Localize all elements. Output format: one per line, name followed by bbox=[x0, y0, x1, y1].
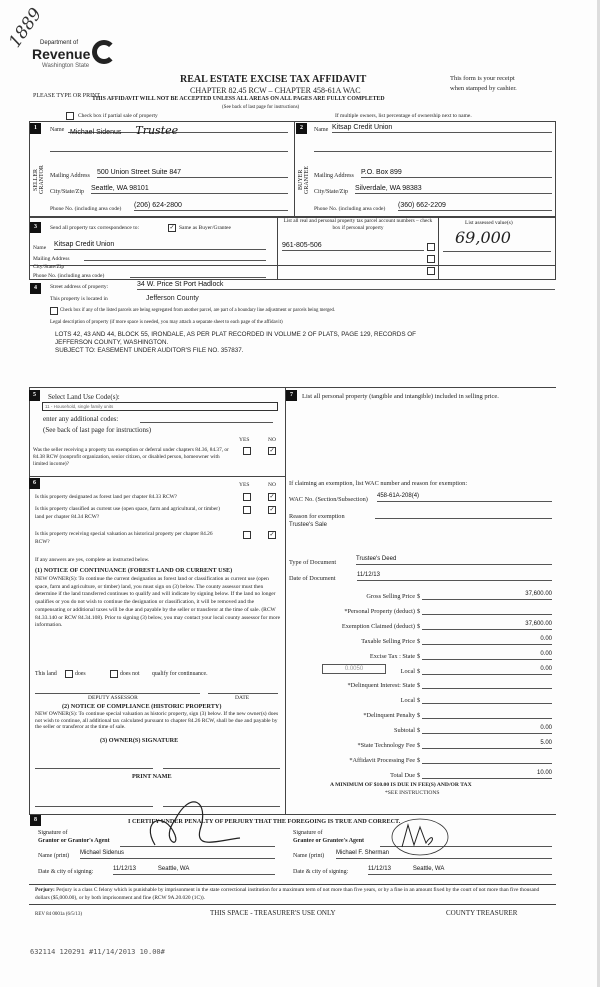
buyer-name-field[interactable] bbox=[332, 124, 552, 133]
seller-phone-label: Phone No. (including area code) bbox=[50, 206, 122, 212]
fee-label: Taxable Selling Price bbox=[361, 637, 415, 645]
land-use-select[interactable] bbox=[42, 402, 278, 411]
corr-name: Kitsap Credit Union bbox=[54, 241, 115, 248]
current-use-question: Is this property classified as current use (open space, farm and agricultural, or timber) land per chapter 84.34 RCW? bbox=[35, 506, 220, 520]
divider bbox=[285, 387, 286, 815]
grantor-name: Michael Sidenus bbox=[80, 850, 125, 856]
buyer-addr: P.O. Box 899 bbox=[361, 169, 402, 176]
section-2-badge: 2 bbox=[296, 123, 307, 134]
local-rate: 0.0050 bbox=[344, 666, 364, 672]
fee-value-field[interactable] bbox=[422, 636, 552, 645]
certify-statement: I CERTIFY UNDER PENALTY OF PERJURY THAT THE FOREGOING IS TRUE AND CORRECT. bbox=[128, 818, 401, 825]
divider bbox=[29, 904, 556, 905]
does-not-label: does not bbox=[120, 671, 140, 677]
dollar-sign: $ bbox=[417, 742, 421, 749]
see-instructions: (See back of last page for instructions) bbox=[43, 426, 152, 434]
fee-label: *State Technology Fee bbox=[357, 742, 415, 749]
logo-dept: Department of bbox=[40, 40, 79, 46]
grantor-date: 11/12/13 bbox=[113, 866, 136, 872]
warning: THIS AFFIDAVIT WILL NOT BE ACCEPTED UNLESS ALL AREAS ON ALL PAGES ARE FULLY COMPLETED bbox=[92, 96, 385, 102]
grantee-date-field[interactable] bbox=[368, 866, 552, 875]
minimum-note: A MINIMUM OF $10.00 IS DUE IN FEE(S) AND/OR TAX bbox=[330, 782, 472, 788]
fee-label: Gross Selling Price bbox=[366, 593, 415, 600]
doc-date-label: Date of Document bbox=[289, 575, 336, 582]
buyer-phone: (360) 662-2209 bbox=[398, 202, 446, 209]
notice-compliance-title: (2) NOTICE OF COMPLIANCE (HISTORIC PROPERTY) bbox=[62, 703, 222, 710]
divider bbox=[29, 387, 30, 815]
does-checkbox[interactable] bbox=[65, 670, 73, 678]
fee-value-field[interactable] bbox=[422, 755, 552, 764]
chapter-line: CHAPTER 82.45 RCW – CHAPTER 458-61A WAC bbox=[190, 86, 361, 95]
dollar-sign: $ bbox=[417, 593, 421, 600]
fee-label: Exemption Claimed (deduct) bbox=[341, 622, 415, 630]
form-title: REAL ESTATE EXCISE TAX AFFIDAVIT bbox=[180, 74, 367, 85]
notice-compliance-text: NEW OWNER(S): To continue special valuation as historic property, sign (3) below. If the new owner(s) does not wish to continue, all additional tax calculated pursuant to chapter 84.26 RCW, shall be due and payable by the seller or transferor at the time of sale. bbox=[35, 711, 279, 730]
logo-state: Washington State bbox=[42, 63, 90, 69]
owner-signature-title: (3) OWNER(S) SIGNATURE bbox=[100, 737, 179, 744]
owner-signature-line[interactable] bbox=[163, 760, 280, 769]
fee-value-field[interactable] bbox=[422, 710, 552, 719]
corr-name-label: Name bbox=[33, 245, 47, 251]
doc-date-field[interactable] bbox=[357, 572, 552, 581]
fee-value-field[interactable] bbox=[422, 725, 552, 734]
fee-label: Excise Tax : State bbox=[369, 652, 415, 660]
legal-line-2: JEFFERSON COUNTY, WASHINGTON. bbox=[55, 339, 169, 346]
corr-name-field[interactable] bbox=[54, 241, 266, 250]
doc-date: 11/12/13 bbox=[357, 572, 380, 578]
section-5-badge: 5 bbox=[29, 390, 40, 401]
receipt-note-2: when stamped by cashier. bbox=[450, 85, 517, 92]
dollar-sign: $ bbox=[417, 667, 421, 675]
see-instructions-note: *SEE INSTRUCTIONS bbox=[385, 790, 440, 796]
partial-sale-label: Check box if partial sale of property bbox=[78, 113, 158, 119]
seller-phone-field[interactable] bbox=[134, 202, 288, 211]
dollar-sign: $ bbox=[417, 727, 421, 735]
buyer-name: Kitsap Credit Union bbox=[332, 124, 393, 131]
segregated-checkbox[interactable] bbox=[50, 307, 58, 315]
land-use-label: Select Land Use Code(s): bbox=[48, 393, 120, 401]
fee-value-field[interactable] bbox=[422, 770, 552, 779]
seller-phone: (206) 624-2800 bbox=[134, 202, 182, 209]
grantor-name-label: Name (print) bbox=[38, 853, 70, 859]
seller-name-label: Name bbox=[50, 127, 65, 133]
fee-value-field[interactable] bbox=[422, 651, 552, 660]
does-not-checkbox[interactable] bbox=[110, 670, 118, 678]
dollar-sign: $ bbox=[417, 756, 421, 764]
fee-value: 0.00 bbox=[540, 635, 552, 642]
dor-logo-icon bbox=[92, 40, 116, 64]
segregated-label: Check box if any of the listed parcels are being segregated from another parcel, are part of a boundary line adjustment or parcels being merged. bbox=[60, 308, 336, 313]
fee-label: Subtotal bbox=[394, 727, 415, 735]
doc-type-field[interactable] bbox=[356, 556, 552, 565]
logo-revenue: Revenue bbox=[32, 46, 91, 62]
fee-value-field[interactable] bbox=[422, 621, 552, 630]
seller-addr: 500 Union Street Suite 847 bbox=[97, 169, 182, 176]
seller-handwritten-note: Trustee bbox=[135, 124, 179, 137]
grantee-name-label: Name (print) bbox=[293, 853, 325, 859]
seller-city: Seattle, WA 98101 bbox=[91, 185, 149, 192]
seller-name: Michael Sidenus bbox=[70, 129, 122, 136]
perjury-text: Perjury is a class C felony which is punishable by imprisonment in the state correctional institution for a maximum term of not more than five years, or by a fine in an amount fixed by the court of not more than five thousand dollars ($5,000.00), or by both imprisonment and fine (RCW 9A.20.020 (1C)). bbox=[35, 887, 540, 901]
exemption-yes-checkbox[interactable] bbox=[243, 447, 251, 455]
perjury-note bbox=[35, 887, 555, 902]
assessed-line bbox=[443, 243, 551, 252]
reason-value: Trustee's Sale bbox=[289, 522, 327, 528]
seller-city-label: City/State/Zip bbox=[50, 189, 84, 195]
historic-question: Is this property receiving special valuation as historical property per chapter 84.26 RCW? bbox=[35, 531, 213, 545]
personal-property-checkbox[interactable] bbox=[427, 243, 435, 251]
exemption-no-checkbox[interactable]: ✓ bbox=[269, 448, 275, 454]
please-type: PLEASE TYPE OR PRINT bbox=[33, 93, 101, 99]
parcel-number: 961-805-506 bbox=[282, 242, 322, 249]
buyer-city: Silverdale, WA 98383 bbox=[355, 185, 422, 192]
street-label: Street address of property: bbox=[50, 284, 109, 290]
grantor-date-label: Date & city of signing: bbox=[38, 869, 94, 875]
parcel-field[interactable] bbox=[282, 242, 424, 251]
fee-label: Local bbox=[400, 697, 415, 705]
fee-value-field[interactable] bbox=[422, 740, 552, 749]
section-8-badge: 8 bbox=[30, 815, 41, 826]
exemption-question: Was the seller receiving a property tax exemption or deferral under chapters 84.36, 84.37, or 84.38 RCW (nonprofit organization, senior citizen, or disabled person, homeowner with limited income)? bbox=[33, 447, 229, 467]
fee-value: 37,600.00 bbox=[525, 620, 552, 627]
doc-type: Trustee's Deed bbox=[356, 556, 397, 562]
deputy-date-line[interactable] bbox=[208, 685, 278, 694]
street-address: 34 W. Price St Port Hadlock bbox=[137, 281, 224, 288]
divider bbox=[29, 387, 556, 388]
fee-value: 0.00 bbox=[540, 725, 552, 732]
owner-signature-line[interactable] bbox=[35, 760, 153, 769]
fee-value-field[interactable] bbox=[422, 695, 552, 704]
grantee-name-field[interactable] bbox=[336, 850, 552, 859]
this-land-label: This land bbox=[35, 671, 57, 677]
historic-no-checkbox[interactable]: ✓ bbox=[269, 532, 275, 538]
grantee-date-label: Date & city of signing: bbox=[293, 869, 349, 875]
fee-value-field[interactable] bbox=[422, 680, 552, 689]
seller-name-field[interactable] bbox=[68, 124, 288, 137]
wac-number: 458-61A-208(4) bbox=[377, 493, 420, 499]
corr-label: Send all property tax correspondence to: bbox=[50, 225, 140, 231]
buyer-name-label: Name bbox=[314, 127, 329, 133]
divider bbox=[294, 121, 295, 217]
divider bbox=[29, 814, 556, 815]
buyer-city-field[interactable] bbox=[355, 185, 552, 194]
corr-city-label: City/State/Zip bbox=[33, 264, 65, 270]
fee-value: 37,600.00 bbox=[525, 591, 552, 597]
grantor-sig-label: Signature of bbox=[38, 830, 68, 836]
dollar-sign: $ bbox=[417, 607, 421, 615]
section-4-badge: 4 bbox=[30, 283, 41, 294]
seller-name-line-2[interactable] bbox=[50, 143, 288, 152]
current-use-yes-checkbox[interactable] bbox=[243, 506, 251, 514]
forest-yes-checkbox[interactable] bbox=[243, 493, 251, 501]
grantor-city: Seattle, WA bbox=[157, 866, 190, 872]
legal-label: Legal description of property (if more space is needed, you may attach a separate sheet to each page of the affidavit) bbox=[50, 320, 283, 325]
dollar-sign: $ bbox=[417, 637, 421, 645]
treasurer-use: THIS SPACE - TREASURER'S USE ONLY bbox=[210, 909, 336, 917]
section-6-badge: 6 bbox=[29, 478, 40, 489]
forest-no-checkbox[interactable]: ✓ bbox=[269, 494, 275, 500]
buyer-name-line-2[interactable] bbox=[314, 143, 552, 152]
deputy-signature-line[interactable] bbox=[35, 685, 200, 694]
fee-label: Total Due bbox=[390, 771, 415, 779]
grantee-agent-label: Grantee or Grantee's Agent bbox=[293, 838, 365, 844]
no-header: NO bbox=[268, 482, 276, 488]
assessed-value: 69,000 bbox=[455, 228, 511, 247]
fee-value: 0.00 bbox=[540, 650, 552, 657]
buyer-city-label: City/State/Zip bbox=[314, 189, 348, 195]
additional-codes-label: enter any additional codes: bbox=[43, 415, 119, 423]
grantor-signature-icon bbox=[120, 780, 250, 860]
parcel-header: List all real and personal property tax parcel account numbers – check box if personal property bbox=[283, 218, 433, 231]
revision: REV 84 0001a (6/5/13) bbox=[35, 912, 82, 917]
buyer-phone-label: Phone No. (including area code) bbox=[314, 206, 386, 212]
fee-value-field[interactable] bbox=[422, 591, 552, 600]
if-yes-note: If any answers are yes, complete as instructed below. bbox=[35, 557, 150, 563]
section-7-badge: 7 bbox=[286, 390, 297, 401]
additional-codes-field[interactable] bbox=[140, 414, 273, 423]
yes-header: YES bbox=[239, 437, 250, 443]
reason-label: Reason for exemption bbox=[289, 513, 345, 520]
grantee-city: Seattle, WA bbox=[412, 866, 445, 872]
seller-city-field[interactable] bbox=[91, 185, 288, 194]
reason-line[interactable] bbox=[375, 510, 552, 519]
perjury-label: Perjury: bbox=[35, 887, 55, 893]
no-header: NO bbox=[268, 437, 276, 443]
wac-label: WAC No. (Section/Subsection) bbox=[289, 496, 368, 503]
fee-label: Local bbox=[400, 667, 415, 675]
local-rate-field[interactable] bbox=[322, 664, 386, 674]
cashier-stamp: 632114 120291 #11/14/2013 10.00# bbox=[30, 948, 165, 956]
corr-phone-label: Phone No. (including area code) bbox=[33, 273, 105, 279]
personal-property-checkbox[interactable] bbox=[427, 255, 435, 263]
fee-label: *Personal Property (deduct) bbox=[344, 607, 415, 615]
notice-continuance-title: (1) NOTICE OF CONTINUANCE (FOREST LAND OR CURRENT USE) bbox=[35, 567, 233, 574]
grantor-date-field[interactable] bbox=[113, 866, 275, 875]
seller-addr-label: Mailing Address bbox=[50, 173, 90, 179]
grantee-sig-label: Signature of bbox=[293, 830, 323, 836]
county-treasurer: COUNTY TREASURER bbox=[446, 909, 518, 917]
fee-value: 5.00 bbox=[540, 740, 552, 746]
corr-addr-field[interactable] bbox=[84, 252, 266, 261]
doc-type-label: Type of Document bbox=[289, 559, 337, 566]
grantor-agent-label: Grantor or Grantor's Agent bbox=[38, 838, 110, 844]
buyer-label: BUYER GRANTEE bbox=[298, 166, 310, 194]
dollar-sign: $ bbox=[417, 712, 421, 720]
fee-value: 0.00 bbox=[540, 665, 552, 672]
street-field[interactable] bbox=[137, 281, 555, 290]
divider bbox=[29, 884, 556, 885]
section-1-badge: 1 bbox=[30, 123, 41, 134]
fee-value-field[interactable] bbox=[422, 666, 552, 675]
seller-label: SELLER GRANTOR bbox=[33, 165, 45, 195]
does-label: does bbox=[75, 671, 86, 677]
legal-line-3: SUBJECT TO: EASEMENT UNDER AUDITOR'S FILE NO. 357837. bbox=[55, 347, 244, 354]
dollar-sign: $ bbox=[417, 771, 421, 779]
seller-addr-field[interactable] bbox=[97, 169, 288, 178]
date-label: DATE bbox=[235, 695, 250, 701]
dollar-sign: $ bbox=[417, 652, 421, 660]
partial-sale-checkbox[interactable] bbox=[66, 112, 74, 120]
county: Jefferson County bbox=[146, 295, 199, 302]
notice-continuance-text: NEW OWNER(S): To continue the current designation as forest land or classification as current use (open space, farm and agriculture, or timber) land, you must sign on (3) below. The county assessor must then determine if the land transferred continues to qualify and will indicate by signing below. If the land no longer qualifies or you do not wish to continue the designation or classification, it will be removed and the compensating or additional taxes will be due and payable by the seller or transferor at the time of sale. (RCW 84.33.140 or RCW 84.34.108). Prior to signing (3) below, you may contact your local county assessor for more information. bbox=[35, 576, 281, 629]
fee-label: *Delinquent Penalty bbox=[363, 712, 415, 720]
buyer-phone-field[interactable] bbox=[398, 202, 552, 211]
deputy-assessor-label: DEPUTY ASSESSOR bbox=[88, 695, 138, 701]
grantor-name-field[interactable] bbox=[80, 850, 275, 859]
grantee-date: 11/12/13 bbox=[368, 866, 391, 872]
section-3-badge: 3 bbox=[30, 222, 41, 233]
divider bbox=[29, 476, 286, 477]
located-label: This property is located in bbox=[50, 296, 108, 302]
same-as-buyer-label: Same as Buyer/Grantee bbox=[179, 225, 231, 231]
assessed-header: List assessed value(s) bbox=[465, 220, 513, 226]
current-use-no-checkbox[interactable]: ✓ bbox=[269, 507, 275, 513]
wac-field[interactable] bbox=[377, 493, 552, 502]
fee-label: *Delinquent Interest: State bbox=[347, 682, 415, 690]
same-as-buyer-checkbox[interactable]: ✓ bbox=[169, 225, 175, 231]
legal-line-1: LOTS 42, 43 AND 44, BLOCK 55, IRONDALE, AS PER PLAT RECORDED IN VOLUME 2 OF PLATS, PAGE 129, RECORDS OF bbox=[55, 331, 417, 338]
buyer-addr-label: Mailing Address bbox=[314, 173, 354, 179]
dollar-sign: $ bbox=[417, 682, 421, 690]
historic-yes-checkbox[interactable] bbox=[243, 531, 251, 539]
land-use-code: 11 - Household, single family units bbox=[45, 404, 114, 409]
grantee-name: Michael F. Sherman bbox=[336, 850, 390, 856]
corr-phone-field[interactable] bbox=[130, 269, 266, 278]
exemption-claim-label: If claiming an exemption, list WAC number and reason for exemption: bbox=[289, 480, 468, 487]
receipt-note: This form is your receipt bbox=[450, 75, 515, 82]
fee-value: 10.00 bbox=[536, 769, 552, 776]
corr-addr-label: Mailing Address bbox=[33, 256, 70, 262]
personal-property-label: List all personal property (tangible and intangible) included in selling price. bbox=[302, 393, 499, 400]
handwritten-number: 1889 bbox=[5, 4, 47, 52]
forest-question: Is this property designated as forest land per chapter 84.33 RCW? bbox=[35, 494, 178, 500]
multiple-owners-note: If multiple owners, list percentage of ownership next to name. bbox=[335, 113, 472, 119]
qualify-label: qualify for continuance. bbox=[152, 671, 208, 677]
fee-label: *Affidavit Processing Fee bbox=[349, 756, 415, 764]
dollar-sign: $ bbox=[417, 622, 421, 630]
correspondence-box-cont bbox=[29, 266, 556, 280]
buyer-addr-field[interactable] bbox=[361, 169, 552, 178]
dollar-sign: $ bbox=[417, 697, 421, 705]
yes-header: YES bbox=[239, 482, 250, 488]
fee-value-field[interactable] bbox=[422, 606, 552, 615]
print-name-label: PRINT NAME bbox=[132, 773, 172, 780]
see-back: (See back of last page for instructions) bbox=[222, 105, 300, 110]
